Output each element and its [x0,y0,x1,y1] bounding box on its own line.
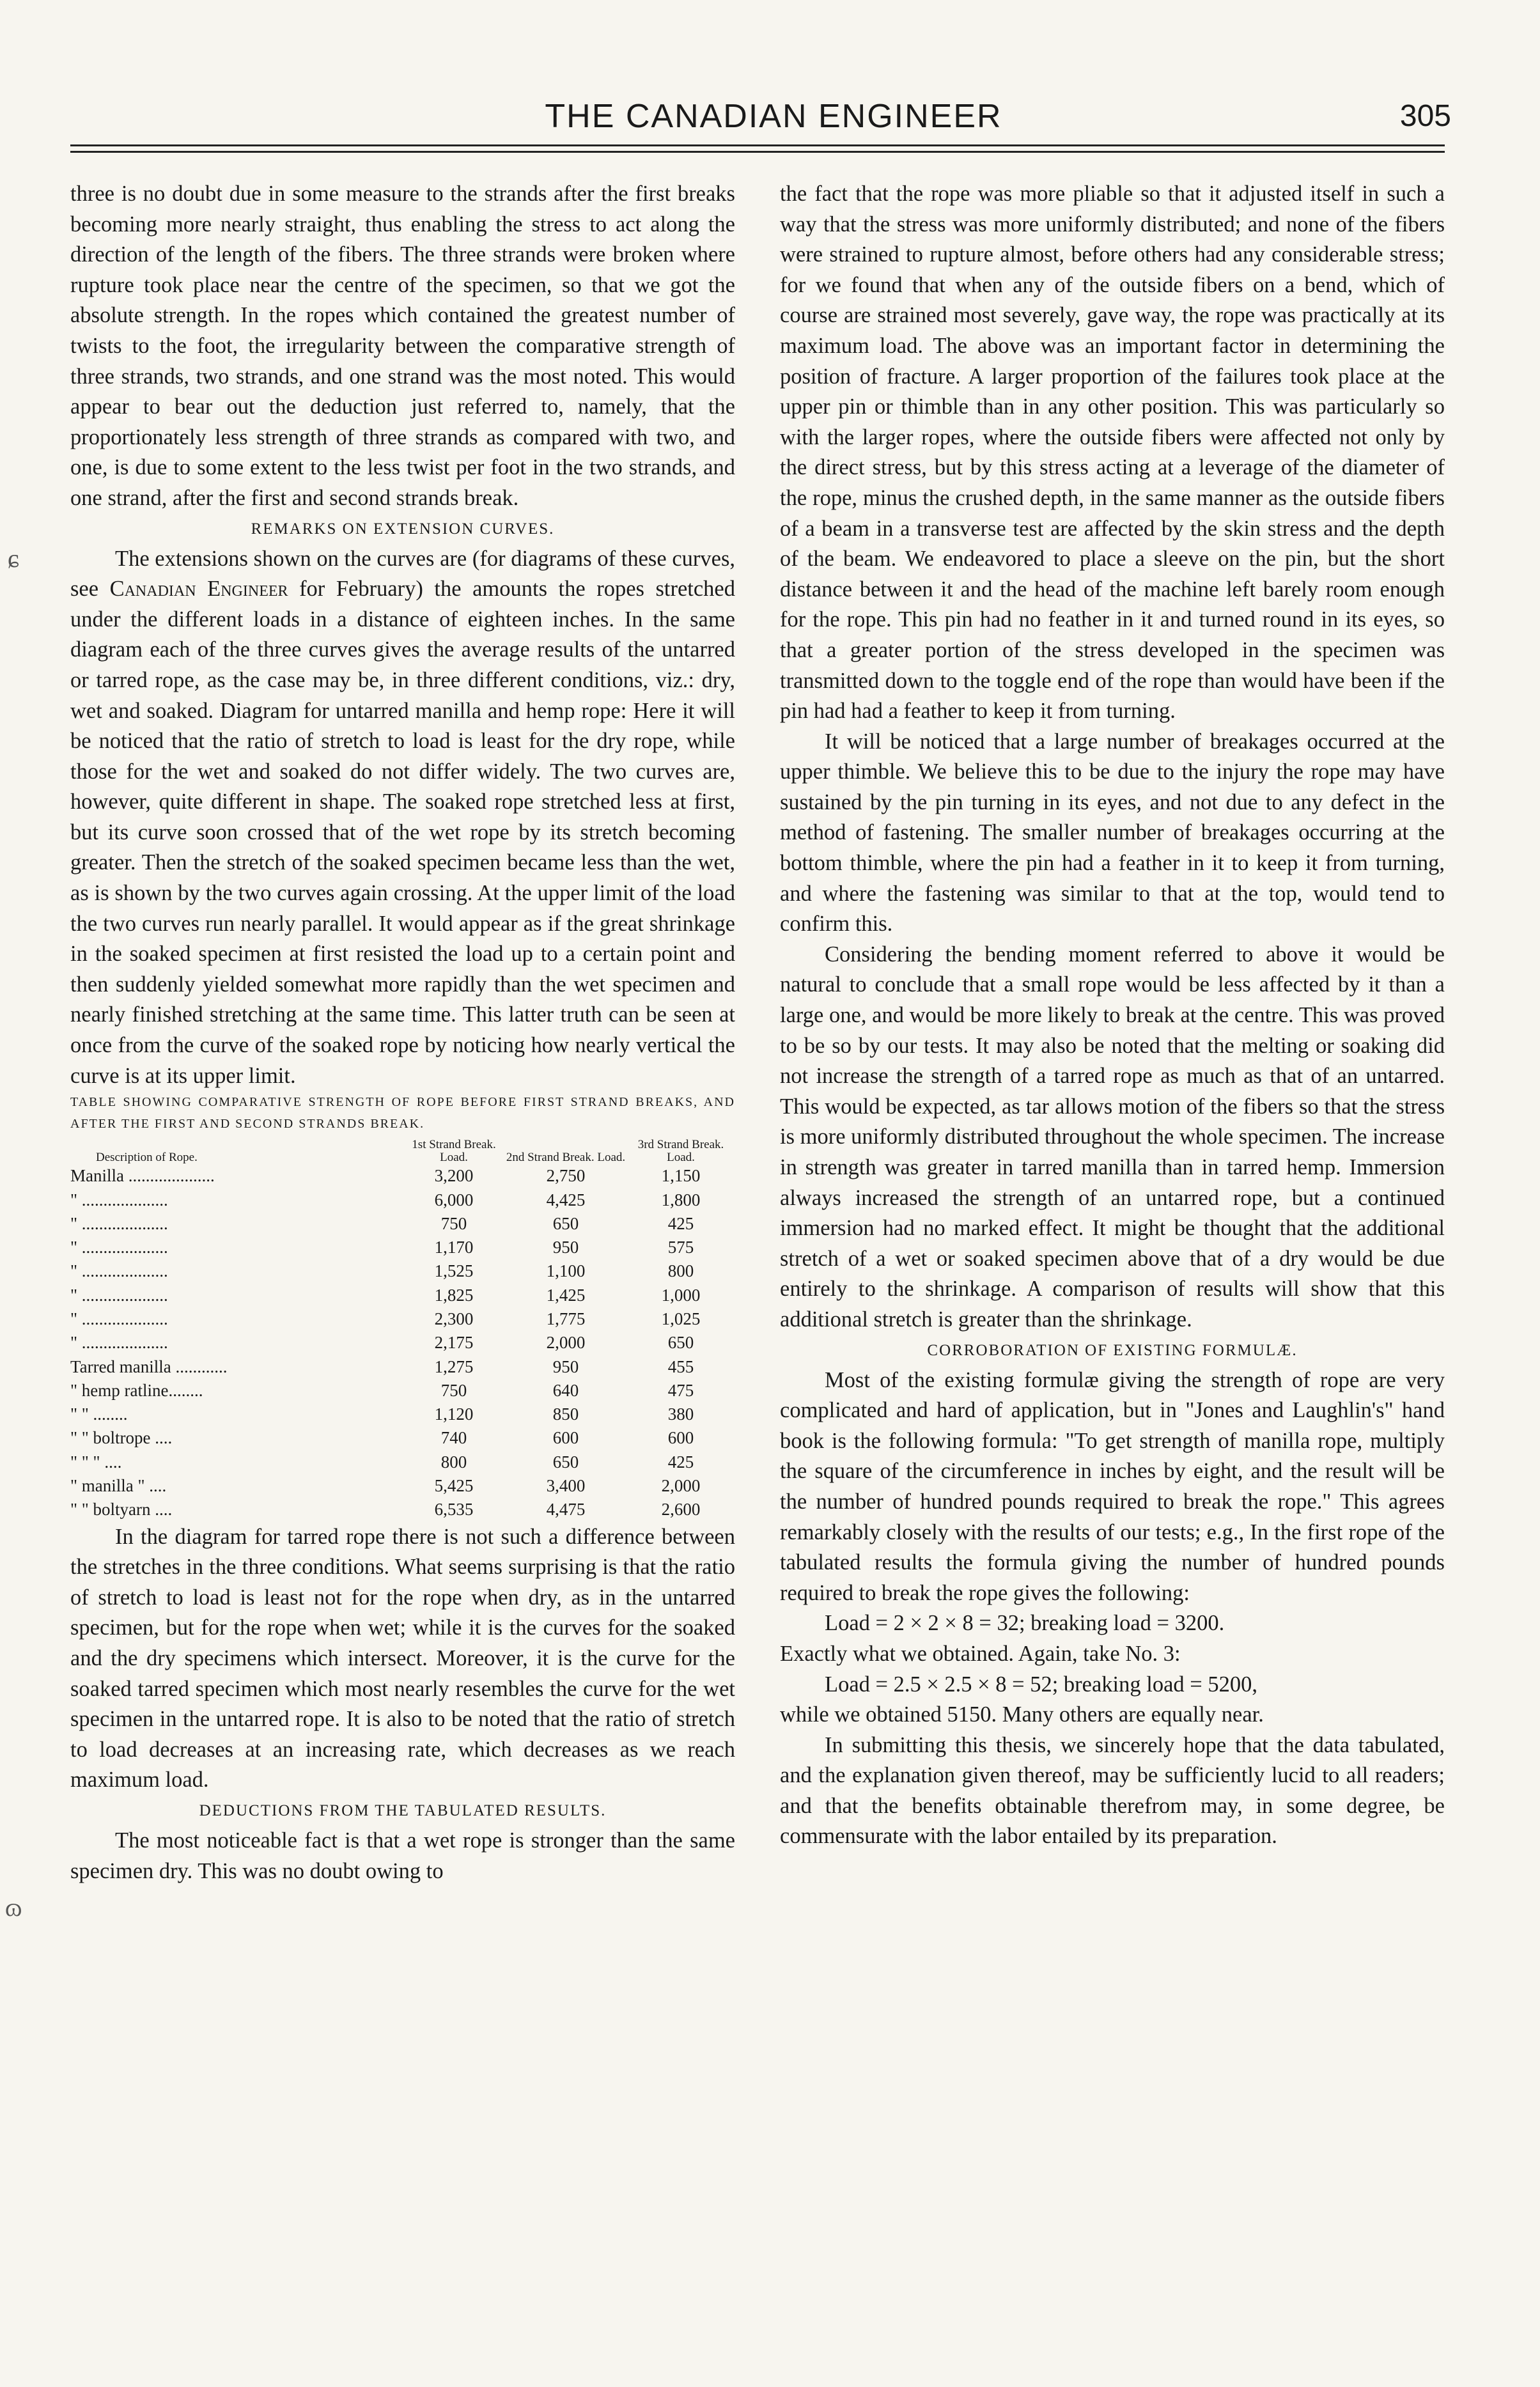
load-cell: 1,170 [434,1238,474,1257]
rope-description-cell: " " boltrope .... [70,1428,173,1448]
paragraph: In the diagram for tarred rope there is not such a difference between the stretches in the three conditions. What seems surprising is that the ratio of stretch to load is least not for the rope when dry, as in the untarred specimen, but for the rope when wet; while it is the curves for the soaked and the dry specimens which intersect. Moreover, it is the curve for the soaked tarred specimen which most nearly resembles the curve for the wet specimen in the untarred rope. It is also to be noted that the ratio of stretch to load decreases at an increasing rate, which decreases as we reach maximum load. [70,1524,735,1792]
rope-description-cell: " " boltyarn .... [70,1500,173,1520]
paragraph: while we obtained 5150. Many others are equally near. [780,1702,1264,1727]
load-cell: 750 [440,1380,467,1400]
section-heading: REMARKS ON EXTENSION CURVES. [251,520,555,538]
load-cell: 2,750 [546,1166,586,1186]
paragraph: Exactly what we obtained. Again, take No. 3: [780,1641,1181,1666]
load-cell: 3,400 [546,1476,586,1496]
load-cell: 2,000 [546,1333,586,1353]
rope-description-cell: " hemp ratline........ [70,1380,203,1400]
rope-description-cell: " manilla " .... [70,1476,167,1496]
rope-description-cell: " " " .... [70,1452,122,1472]
table-header: 3rd Strand Break. Load. [637,1138,724,1165]
table-row [70,1474,735,1498]
page-header [70,96,1477,141]
margin-mark-icon: ɷ [5,1893,22,1922]
right-column [780,179,1445,1852]
header-rule-bottom [70,151,1445,153]
load-cell: 1,100 [546,1261,586,1281]
margin-mark-icon: ɕ [8,544,19,573]
formula: Load = 2 × 2 × 8 = 32; breaking load = 3200. [825,1611,1225,1636]
rope-description-cell: " .................... [70,1333,168,1353]
load-cell: 800 [667,1261,694,1281]
load-cell: 1,525 [434,1261,474,1281]
load-cell: 6,000 [434,1190,474,1209]
rope-description-cell: Tarred manilla ............ [70,1357,228,1376]
rope-description-cell: " .................... [70,1261,168,1281]
table-row [70,1331,735,1355]
paragraph: In submitting this thesis, we sincerely hope that the data tabulated, and the explanation given thereof, may be sufficiently lucid to all readers; and that the benefits obtainable therefrom may, in some degree, be commensurate with the labor entailed by its preparation. [780,1732,1445,1849]
rope-description-cell: " .................... [70,1190,168,1209]
table-header: 2nd Strand Break. Load. [506,1151,626,1165]
load-cell: 600 [552,1428,579,1448]
rope-description-cell: " .................... [70,1213,168,1233]
left-column [70,179,735,1886]
load-cell: 3,200 [434,1166,474,1186]
load-cell: 425 [667,1213,694,1233]
load-cell: 425 [667,1452,694,1472]
table-row [70,1307,735,1331]
paragraph: Considering the bending moment referred to above it would be natural to conclude that a small rope would be less affected by it than a large one, and would be more likely to break at the centre. This was proved to be so by our tests. It may also be noted that the melting or soaking did not increase the strength of a tarred rope as much as that of an untarred. This would be expected, as tar allows motion of the fibers so that the stress is more uniformly distributed throughout the whole specimen. The increase in strength was greater in tarred manilla than in tarred hemp. Immersion always increased the strength of an untarred rope, but a continued immersion had no marked effect. It might be thought that the additional stretch of a wet or soaked specimen above that of a dry would be due entirely to the shrinkage. A comparison of results will show that this additional stretch is greater than the shrinkage. [780,942,1445,1332]
load-cell: 650 [552,1213,579,1233]
load-cell: 6,535 [434,1500,474,1520]
page-number: 305 [1399,99,1451,133]
load-cell: 2,175 [434,1333,474,1353]
table-caption: TABLE SHOWING COMPARATIVE STRENGTH OF ROPE BEFORE FIRST STRAND BREAKS, AND AFTER THE FIRST AND SECOND STRANDS BREAK. [70,1095,735,1131]
paragraph: It will be noticed that a large number of breakages occurred at the upper thimble. We believe this to be due to the injury the rope may have sustained by the pin turning in its eyes, and not due to any defect in the method of fastening. The smaller number of breakages occurring at the bottom thimble, where the pin had a feather in it to keep it from turning, and where the fastening was similar to that at the top, would tend to confirm this. [780,729,1445,937]
table-row [70,1259,735,1283]
paragraph: the fact that the rope was more pliable so that it adjusted itself in such a way that the stress was more uniformly distributed; and none of the fibers were strained to rupture almost, before others had any considerable stress; for we found that when any of the outside fibers on a bend, which of course are strained most severely, gave way, the rope was practically at its maximum load. The above was an important factor in determining the position of fracture. A larger proportion of the failures took place at the upper pin or thimble than in any other position. This was particularly so with the larger ropes, where the outside fibers were affected not only by the direct stress, but by this stress acting at a leverage of the diameter of the rope, minus the crushed depth, in the same manner as the outside fibers of a beam in a transverse test are affected by the skin stress and the depth of the beam. We endeavored to place a sleeve on the pin, but the short distance between it and the head of the machine left barely room enough for the rope. This pin had no feather in it and turned round in its eyes, so that a greater portion of the stress developed in the specimen was transmitted down to the toggle end of the rope than would have been if the pin had had a feather to keep it from turning. [780,182,1445,724]
load-cell: 1,800 [661,1190,701,1209]
section-heading: DEDUCTIONS FROM THE TABULATED RESULTS. [199,1802,607,1820]
load-cell: 475 [667,1380,694,1400]
rope-description-cell: Manilla .................... [70,1166,215,1186]
load-cell: 640 [552,1380,579,1400]
section-heading: CORROBORATION OF EXISTING FORMULÆ. [927,1341,1298,1359]
table-row [70,1450,735,1474]
load-cell: 750 [440,1213,467,1233]
table-header: Description of Rope. [96,1151,198,1165]
load-cell: 5,425 [434,1476,474,1496]
table-row [70,1212,735,1236]
table-row [70,1403,735,1426]
load-cell: 455 [667,1357,694,1376]
paragraph: Most of the existing formulæ giving the strength of rope are very complicated and hard of application, but in "Jones and Laughlin's" hand book is the following formula: "To get strength of manilla rope, multiply the square of the circumference in inches by eight, and the result will be the number of hundred pounds required to break the rope." This agrees remarkably closely with the results of our tests; e.g., In the first rope of the tabulated results the formula giving the number of hundred pounds required to break the rope gives the following: [780,1367,1445,1605]
load-cell: 4,425 [546,1190,586,1209]
load-cell: 740 [440,1428,467,1448]
rope-description-cell: " .................... [70,1238,168,1257]
table-row [70,1188,735,1212]
load-cell: 600 [667,1428,694,1448]
load-cell: 1,120 [434,1404,474,1424]
load-cell: 1,775 [546,1309,586,1328]
load-cell: 950 [552,1357,579,1376]
table-row [70,1426,735,1450]
table-header: 1st Strand Break. Load. [412,1138,496,1165]
load-cell: 1,425 [546,1285,586,1305]
header-rule-top [70,144,1445,146]
rope-description-cell: " .................... [70,1285,168,1305]
load-cell: 2,000 [661,1476,701,1496]
table-row [70,1355,735,1379]
load-cell: 1,825 [434,1285,474,1305]
load-cell: 1,000 [661,1285,701,1305]
load-cell: 2,600 [661,1500,701,1520]
load-cell: 1,275 [434,1357,474,1376]
table-row [70,1498,735,1521]
load-cell: 2,300 [434,1309,474,1328]
strength-table [70,1139,735,1521]
table-row [70,1379,735,1403]
paragraph: three is no doubt due in some measure to the strands after the first breaks becoming more nearly straight, thus enabling the stress to act along the direction of the length of the fibers. The three strands were broken where rupture took place near the centre of the specimen, so that we got the absolute strength. In the ropes which contained the greatest number of twists to the foot, the irregularity between the comparative strength of three strands, two strands, and one strand was the most noted. This would appear to bear out the deduction just referred to, namely, that the proportionately less strength of three strands as compared with two, and one, is due to some extent to the less twist per foot in the two strands, and one strand, after the first and second strands break. [70,182,735,510]
journal-title: THE CANADIAN ENGINEER [545,98,1002,135]
paragraph: The extensions shown on the curves are (for diagrams of these curves, see Canadian Engineer for February) the amounts the ropes stretched under the different loads in a distance of eighteen inches. In the same diagram each of the three curves gives the average results of the untarred or tarred rope, as the case may be, in three different conditions, viz.: dry, wet and soaked. Diagram for untarred manilla and hemp rope: Here it will be noticed that the ratio of stretch to load is least for the dry rope, while those for the wet and soaked do not differ widely. The two curves are, however, quite different in shape. The soaked rope stretched less at first, but its curve soon crossed that of the wet rope by its stretch becoming greater. Then the stretch of the soaked specimen became less than the wet, as is shown by the two curves again crossing. At the upper limit of the load the two curves run nearly parallel. It would appear as if the great shrinkage in the soaked specimen at first resisted the load up to a certain point and then suddenly yielded somewhat more rapidly than the wet specimen and nearly finished stretching at the same time. This latter truth can be seen at once from the curve of the soaked rope by noticing how nearly vertical the curve is at its upper limit. [70,546,735,1088]
load-cell: 800 [440,1452,467,1472]
table-row [70,1164,735,1188]
load-cell: 650 [667,1333,694,1353]
paragraph: The most noticeable fact is that a wet rope is stronger than the same specimen dry. This was no doubt owing to [70,1828,735,1883]
load-cell: 380 [667,1404,694,1424]
load-cell: 4,475 [546,1500,586,1520]
load-cell: 1,025 [661,1309,701,1328]
rope-description-cell: " .................... [70,1309,168,1328]
journal-reference: Canadian Engineer [109,577,288,602]
load-cell: 650 [552,1452,579,1472]
formula: Load = 2.5 × 2.5 × 8 = 52; breaking load = 5200, [825,1672,1257,1697]
load-cell: 950 [552,1238,579,1257]
table-row [70,1236,735,1259]
load-cell: 575 [667,1238,694,1257]
load-cell: 850 [552,1404,579,1424]
table-row [70,1284,735,1307]
load-cell: 1,150 [661,1166,701,1186]
rope-description-cell: " " ........ [70,1404,128,1424]
